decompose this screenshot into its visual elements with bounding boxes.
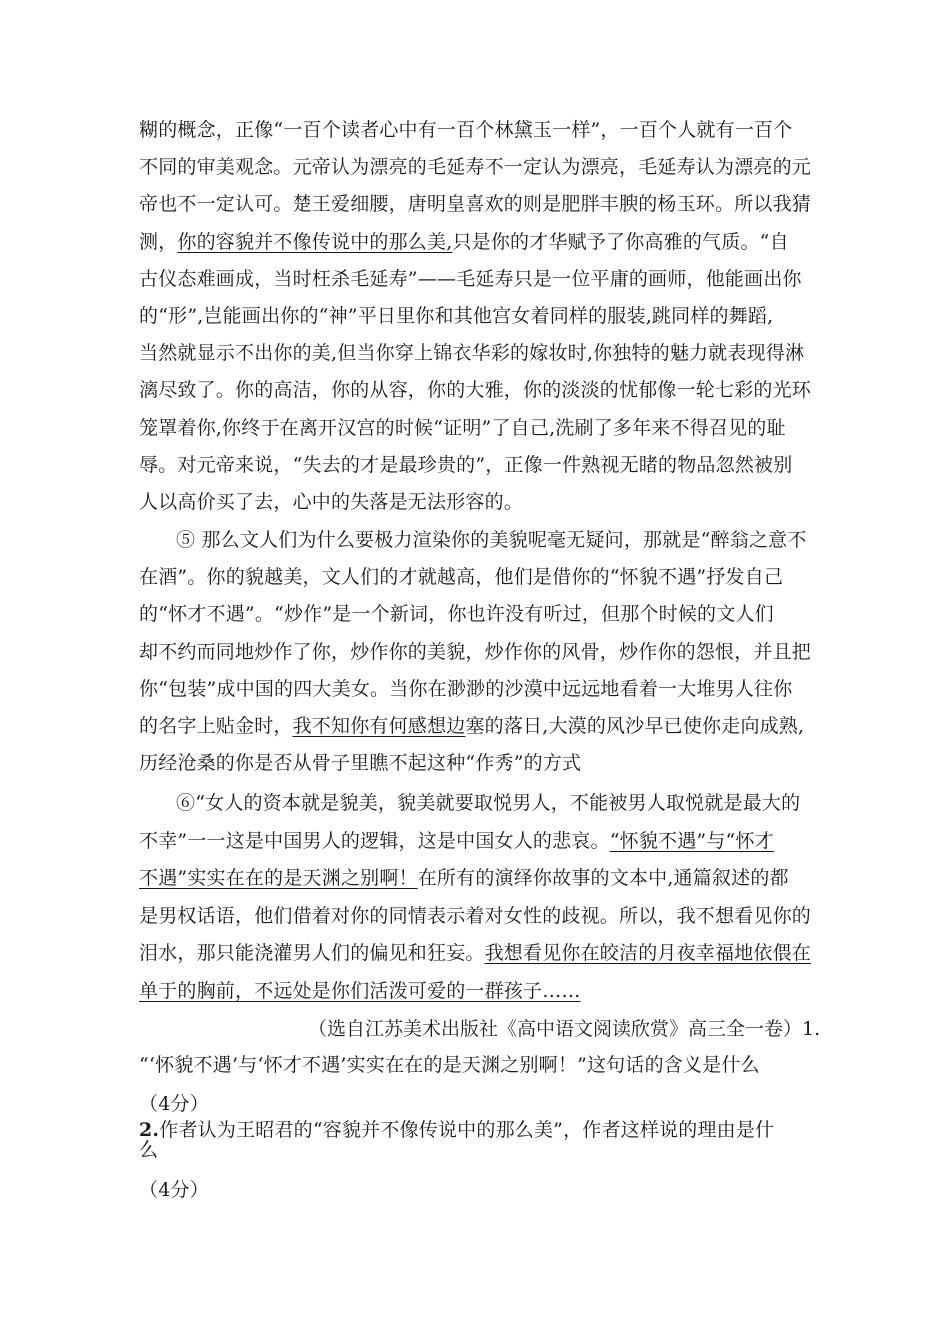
para5-line-2: 在酒”。你的貌越美，文人们的才就越高，他们是借你的“怀貌不遇”抒发自己 (139, 566, 784, 588)
text-run: 不幸”一一这是中国男人的逻辑，这是中国女人的悲哀。 (139, 830, 610, 852)
para4-line-3: 帝也不一定认可。楚王爱细腰，唐明皇喜欢的则是肥胖丰腴的杨玉环。所以我猜 (139, 193, 812, 215)
para6-line-1: ⑥“女人的资本就是貌美，貌美就要取悦男人，不能被男人取悦就是最大的 (176, 792, 801, 814)
text-run: 测， (139, 231, 178, 253)
para6-line-3 (139, 866, 789, 890)
para6-line-2 (139, 829, 774, 853)
para4-line-6: 的“形”,岂能画出你的“神”平日里你和其他宫女着同样的服装,跳同样的舞蹈, (139, 305, 774, 327)
question-2-number: 2. (139, 1119, 160, 1141)
para5-line-7: 历经沧桑的你是否从骨子里瞧不起这种“作秀”的方式 (139, 752, 582, 774)
underlined-sentence: 你的容貌并不像传说中的那么美, (177, 231, 453, 253)
para5-line-3: 的“怀才不遇”。“炒作”是一个新词，你也许没有听过，但那个时候的文人们 (139, 603, 774, 625)
para4-line-8: 漓尽致了。你的高洁，你的从容，你的大雅，你的淡淡的忧郁像一轮七彩的光环 (139, 379, 812, 401)
para5-line-6 (139, 714, 804, 738)
underlined-sentence: 我想看见你在皎洁的月夜幸福地依偎在 (484, 942, 812, 964)
source-citation: （选自江苏美术出版社《高中语文阅读欣赏》高三全一卷）1. (308, 1018, 821, 1040)
underlined-sentence: 不遇”实实在在的是天渊之别啊！ (139, 867, 418, 889)
text-run: 塞的落日,大漠的风沙早已使你走向成熟, (465, 715, 805, 737)
question-2-score: （4分） (139, 1179, 209, 1201)
question-1-score: （4分） (139, 1093, 209, 1115)
para6-line-4: 是男权话语，他们借着对你的同情表示着对女性的歧视。所以，我不想看见你的 (139, 905, 812, 927)
question-2-line-1 (139, 1118, 774, 1142)
underlined-sentence: 我不知你有何感想边 (292, 715, 466, 737)
underlined-sentence: 单于的胸前，不远处是你们活泼可爱的一群孩子…… (139, 980, 581, 1002)
para4-line-11: 人以高价买了去，心中的失落是无法形容的。 (139, 491, 524, 513)
para4-line-10: 辱。对元帝来说，“失去的才是最珍贵的”，正像一件熟视无睹的物品忽然被别 (139, 454, 793, 476)
para5-line-5: 你“包装”成中国的四大美女。当你在渺渺的沙漠中远远地看着一大堆男人往你 (139, 678, 793, 700)
text-run: 只是你的才华赋予了你高雅的气质。“自 (452, 231, 789, 253)
question-1-text: “‘怀貌不遇’与‘怀才不遇’实实在在的是天渊之别啊！”这句话的含义是什么 (139, 1054, 760, 1076)
para4-line-2: 不同的审美观念。元帝认为漂亮的毛延寿不一定认为漂亮，毛延寿认为漂亮的元 (139, 156, 812, 178)
para5-line-1: ⑤ 那么文人们为什么要极力渲染你的美貌呢毫无疑问，那就是“醉翁之意不 (176, 529, 807, 551)
para4-line-4 (139, 230, 789, 254)
question-2-line-2: 么 (139, 1139, 159, 1161)
para4-line-7: 当然就显示不出你的美,但当你穿上锦衣华彩的嫁妆时,你独特的魅力就表现得淋 (139, 342, 805, 364)
para4-line-1: 糊的概念，正像“一百个读者心中有一百个林黛玉一样”，一百个人就有一百个 (139, 119, 793, 141)
para5-line-4: 却不约而同地炒作了你，炒作你的美貌，炒作你的风骨，炒作你的怨恨，并且把 (139, 641, 812, 663)
question-2-text: 作者认为王昭君的“容貌并不像传说中的那么美”，作者这样说的理由是什 (159, 1119, 775, 1141)
underlined-sentence: “怀貌不遇”与“怀才 (609, 830, 774, 852)
para4-line-5: 古仪态难画成，当时枉杀毛延寿”——毛延寿只是一位平庸的画师，他能画出你 (139, 268, 802, 290)
text-run: 在所有的演绎你故事的文本中,通篇叙述的都 (417, 867, 789, 889)
para6-line-6 (139, 979, 581, 1003)
para4-line-9: 笼罩着你,你终于在离开汉宫的时候“证明”了自己,洗刷了多年来不得召见的耻 (139, 417, 786, 439)
text-run: 泪水，那只能浇灌男人们的偏见和狂妄。 (139, 942, 485, 964)
para6-line-5 (139, 941, 811, 965)
text-run: 的名字上贴金时， (139, 715, 293, 737)
